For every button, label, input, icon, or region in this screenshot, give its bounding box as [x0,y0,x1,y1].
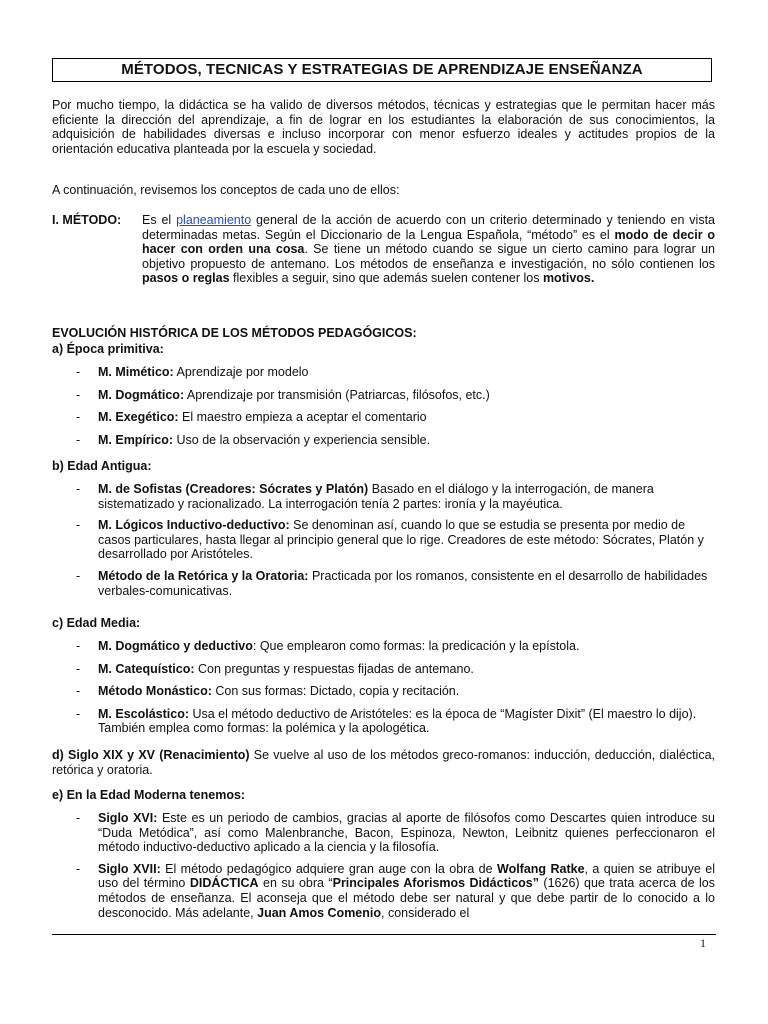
list-dash: - [76,661,81,676]
metodo-text-1: Es el [142,213,177,227]
item-text: Se denominan así, cuando lo que se estudia se presenta por medio de casos particulares, hasta llegar al principio general que lo rige. Creadores de este método: Sócrates, Platón y desarrollado por Aristóteles. [98,518,704,562]
metodo-text [142,213,715,286]
metodo-bold-3: motivos. [542,271,595,286]
item-text: , a quien se atribuye el uso del término [98,861,715,891]
page-title: MÉTODOS, TECNICAS Y ESTRATEGIAS DE APRENDIZAJE ENSEÑANZA [52,58,712,82]
section-d-heading: d) Siglo XIX y XV (Renacimiento) [52,748,250,762]
item-bold: Juan Amos Comenio [257,905,381,920]
list-dash: - [76,387,81,402]
item-text: en su obra “ [258,876,333,891]
item-bold: Siglo XVI: [98,811,158,825]
metodo-text-2: general de la acción de acuerdo con un criterio determinado y teniendo en vista determinadas metas. Según el Diccionario de la Lengua Española, “método” es el [142,213,715,242]
item-text: Usa el método deductivo de Aristóteles: es la época de “Magíster Dixit” (El maestro lo dijo). También emplea como formas: la polémica y la apologética. [98,706,697,736]
footer-divider [52,934,716,935]
section-a-heading: a) Época primitiva: [52,342,164,356]
page-number: 1 [700,936,706,950]
list-dash: - [76,639,81,653]
metodo-text-3: . Se tiene un método cuando se sigue un cierto camino para lograr un objetivo propuesto de antemano. Los métodos de enseñanza e investigación, no sólo contienen los [142,242,715,271]
section-d-text: Se vuelve al uso de los métodos greco-romanos: inducción, deducción, dialéctica, retórica y oratoria. [52,748,716,777]
section-d-paragraph [52,748,715,777]
list-dash: - [76,811,81,825]
list-dash: - [76,432,81,447]
item-text: Este es un periodo de cambios, gracias al aporte de filósofos como Descartes quien introduce su “Duda Metódica”, así como Malenbranche, Bacon, Espinoza, Newton, Leibnitz quienes perfeccionaron el método inductivo-deductivo aplicado a la ciencia y la filosofía. [98,811,715,855]
list-item [52,811,715,855]
list-item [52,862,715,920]
list-item [52,482,715,511]
metodo-text-4: flexibles a seguir, sino que además suelen contener los [229,271,543,286]
section-a-list [52,365,715,447]
item-text: Aprendizaje por transmisión (Patriarcas, filósofos, etc.) [184,387,490,402]
item-bold: M. de Sofistas (Creadores: Sócrates y Platón) [98,482,369,496]
planeamiento-link[interactable]: planeamiento [176,213,252,227]
item-text: Basado en el diálogo y la interrogación, de manera sistematizado y racionalizado. La interrogación tenía 2 partes: ironía y la mayéutica. [98,482,654,511]
list-item [52,433,715,448]
item-text: (1626) que trata acerca de los métodos de enseñanza. El aconseja que el método debe ser natural y que debe partir de lo conocido a lo desconocido. Más adelante, [98,876,716,920]
intro-continuation: A continuación, revisemos los conceptos de cada uno de ellos: [52,183,400,197]
item-bold: M. Catequístico: [98,661,195,676]
list-dash: - [76,706,81,721]
section-e-list [52,811,715,920]
item-bold: M. Mimético: [98,365,174,379]
list-item [52,684,715,699]
item-text: Con preguntas y respuestas fijadas de antemano. [194,661,474,676]
item-bold: M. Dogmático y deductivo [98,639,253,653]
item-text: , considerado el [381,905,470,920]
list-item [52,410,715,425]
item-text: Practicada por los romanos, consistente en el desarrollo de habilidades verbales-comunicativas. [98,568,708,598]
item-bold: M. Lógicos Inductivo-deductivo: [98,518,290,533]
section-e-heading: e) En la Edad Moderna tenemos: [52,788,246,802]
list-item [52,662,715,677]
list-dash: - [76,410,81,425]
item-bold: M. Escolástico: [98,706,189,721]
item-bold: DIDÁCTICA [189,876,259,891]
list-item [52,707,715,736]
item-text: El método pedagógico adquiere gran auge con la obra de [160,861,497,876]
list-dash: - [76,365,81,379]
section-c-heading: c) Edad Media: [52,616,141,630]
intro-paragraph: Por mucho tiempo, la didáctica se ha valido de diversos métodos, técnicas y estrategias que le permitan hacer más eficiente la dirección del aprendizaje, a fin de lograr en los estudiantes la elaboración de sus conocimientos, la adquisición de habilidades diversas e incluso incorporar con menor esfuerzo ideales y actitudes propios de la orientación educativa planteada por la escuela y sociedad. [52,98,715,156]
section-b-list [52,482,715,598]
item-text: : Que emplearon como formas: la predicación y la epístola. [252,639,580,653]
metodo-bold-1: modo de decir o hacer con orden una cosa [142,227,715,257]
item-text: Con sus formas: Dictado, copia y recitación. [211,684,460,699]
item-bold: Método de la Retórica y la Oratoria: [98,568,309,583]
section-b-heading: b) Edad Antigua: [52,459,152,473]
metodo-bold-2: pasos o reglas [142,271,230,286]
item-bold: M. Empírico: [98,432,174,447]
list-item [52,518,715,562]
item-text: Aprendizaje por modelo [173,365,309,379]
item-bold: Siglo XVII: [98,861,161,876]
list-dash: - [76,861,81,876]
evolucion-heading: EVOLUCIÓN HISTÓRICA DE LOS MÉTODOS PEDAGÓGICOS: [52,326,417,340]
list-item [52,365,715,380]
list-item [52,388,715,403]
item-bold: M. Exegético: [98,410,179,425]
list-dash: - [76,684,81,699]
section-c-list [52,639,715,736]
list-item [52,569,715,598]
item-bold: Principales Aforismos Didácticos” [332,876,539,891]
list-item [52,639,715,654]
item-text: Uso de la observación y experiencia sensible. [173,432,431,447]
list-dash: - [76,568,81,583]
list-dash: - [76,518,81,533]
metodo-label: I. MÉTODO: [52,213,122,227]
item-text: El maestro empieza a aceptar el comentario [178,410,427,425]
item-bold: M. Dogmático: [98,387,185,402]
item-bold: Método Monástico: [98,684,212,699]
list-dash: - [76,482,81,496]
item-bold: Wolfang Ratke [497,861,585,876]
